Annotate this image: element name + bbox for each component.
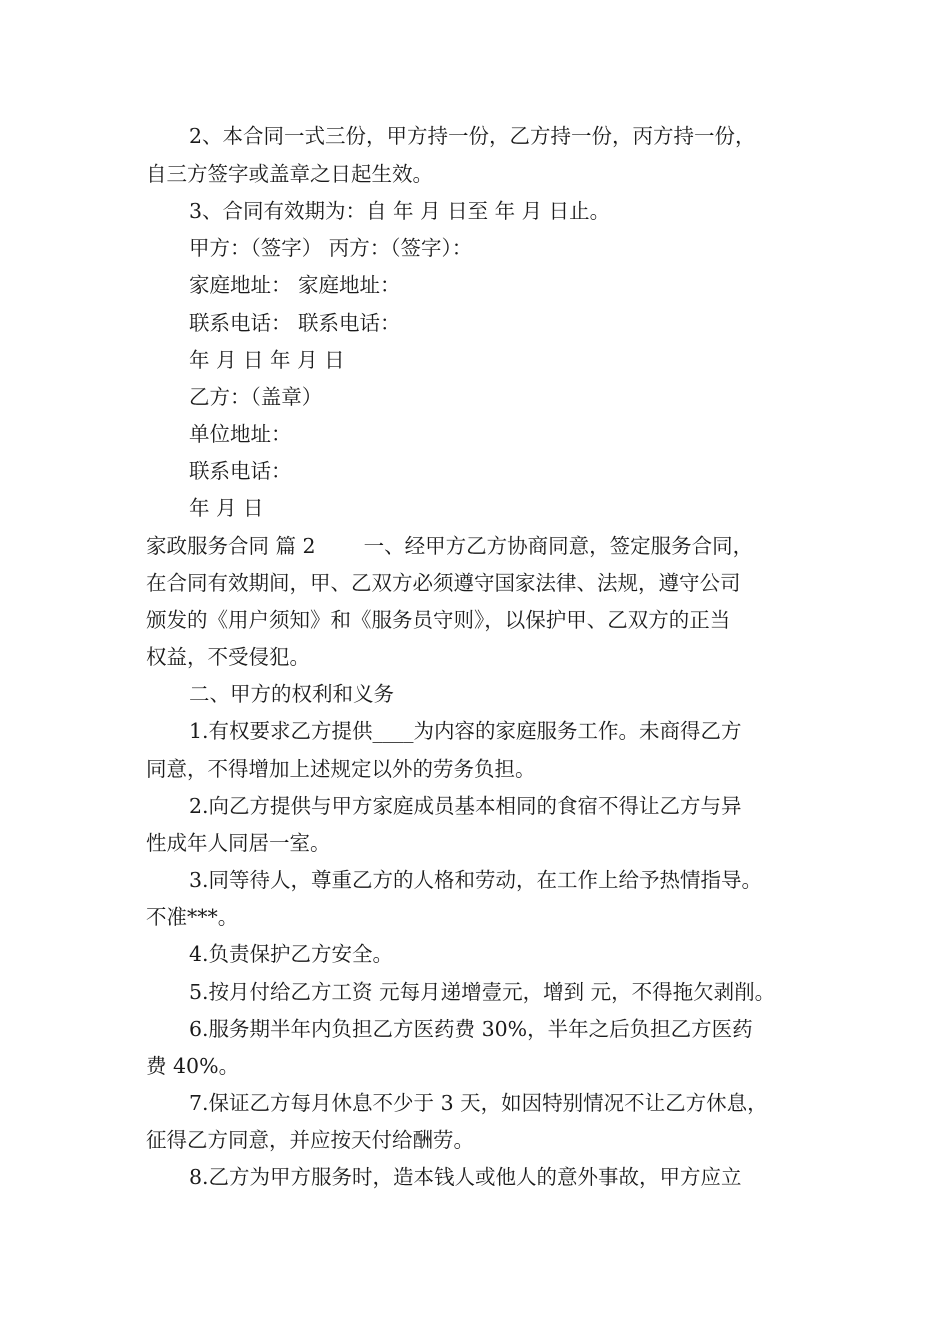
section-first-text: 一、经甲方乙方协商同意，签定服务合同， xyxy=(363,534,754,558)
text-line: 2、本合同一式三份，甲方持一份，乙方持一份，丙方持一份， xyxy=(189,124,756,148)
section-heading-line xyxy=(146,532,826,560)
text-line: 在合同有效期间，甲、乙双方必须遵守国家法律、法规，遵守公司 xyxy=(146,571,741,595)
text-line: 联系电话： 联系电话： xyxy=(189,311,401,335)
text-line: 单位地址： xyxy=(189,422,292,446)
text-line: 性成年人同居一室。 xyxy=(146,831,331,855)
text-line: 征得乙方同意，并应按天付给酬劳。 xyxy=(146,1128,474,1152)
text-line: 颁发的《用户须知》和《服务员守则》，以保护甲、乙双方的正当 xyxy=(146,608,731,632)
text-line: 6.服务期半年内负担乙方医药费 30%，半年之后负担乙方医药 xyxy=(189,1017,753,1041)
text-line: 家庭地址： 家庭地址： xyxy=(189,273,401,297)
text-line: 8.乙方为甲方服务时，造本钱人或他人的意外事故，甲方应立 xyxy=(189,1165,742,1189)
text-line: 1.有权要求乙方提供____为内容的家庭服务工作。未商得乙方 xyxy=(189,719,742,743)
text-line: 乙方：（盖章） xyxy=(189,385,323,409)
text-line: 甲方：（签字） 丙方：（签字）： xyxy=(189,236,473,260)
text-line: 自三方签字或盖章之日起生效。 xyxy=(146,162,433,186)
section-title: 家政服务合同 篇 2 xyxy=(146,534,316,558)
text-line: 7.保证乙方每月休息不少于 3 天，如因特别情况不让乙方休息， xyxy=(189,1091,768,1115)
text-line: 5.按月付给乙方工资 元每月递增壹元，增到 元，不得拖欠剥削。 xyxy=(189,980,776,1004)
text-line: 费 40%。 xyxy=(146,1054,240,1078)
text-line: 2.向乙方提供与甲方家庭成员基本相同的食宿不得让乙方与异 xyxy=(189,794,742,818)
text-line: 3、合同有效期为：自 年 月 日至 年 月 日止。 xyxy=(189,199,611,223)
text-line: 不准***。 xyxy=(146,905,239,929)
text-line: 权益，不受侵犯。 xyxy=(146,645,310,669)
text-line: 3.同等待人，尊重乙方的人格和劳动，在工作上给予热情指导。 xyxy=(189,868,763,892)
text-line: 年 月 日 xyxy=(189,496,264,520)
text-line: 4.负责保护乙方安全。 xyxy=(189,942,394,966)
text-line: 联系电话： xyxy=(189,459,292,483)
text-line: 年 月 日 年 月 日 xyxy=(189,348,345,372)
text-line: 同意，不得增加上述规定以外的劳务负担。 xyxy=(146,757,536,781)
text-line: 二、甲方的权利和义务 xyxy=(189,682,394,706)
